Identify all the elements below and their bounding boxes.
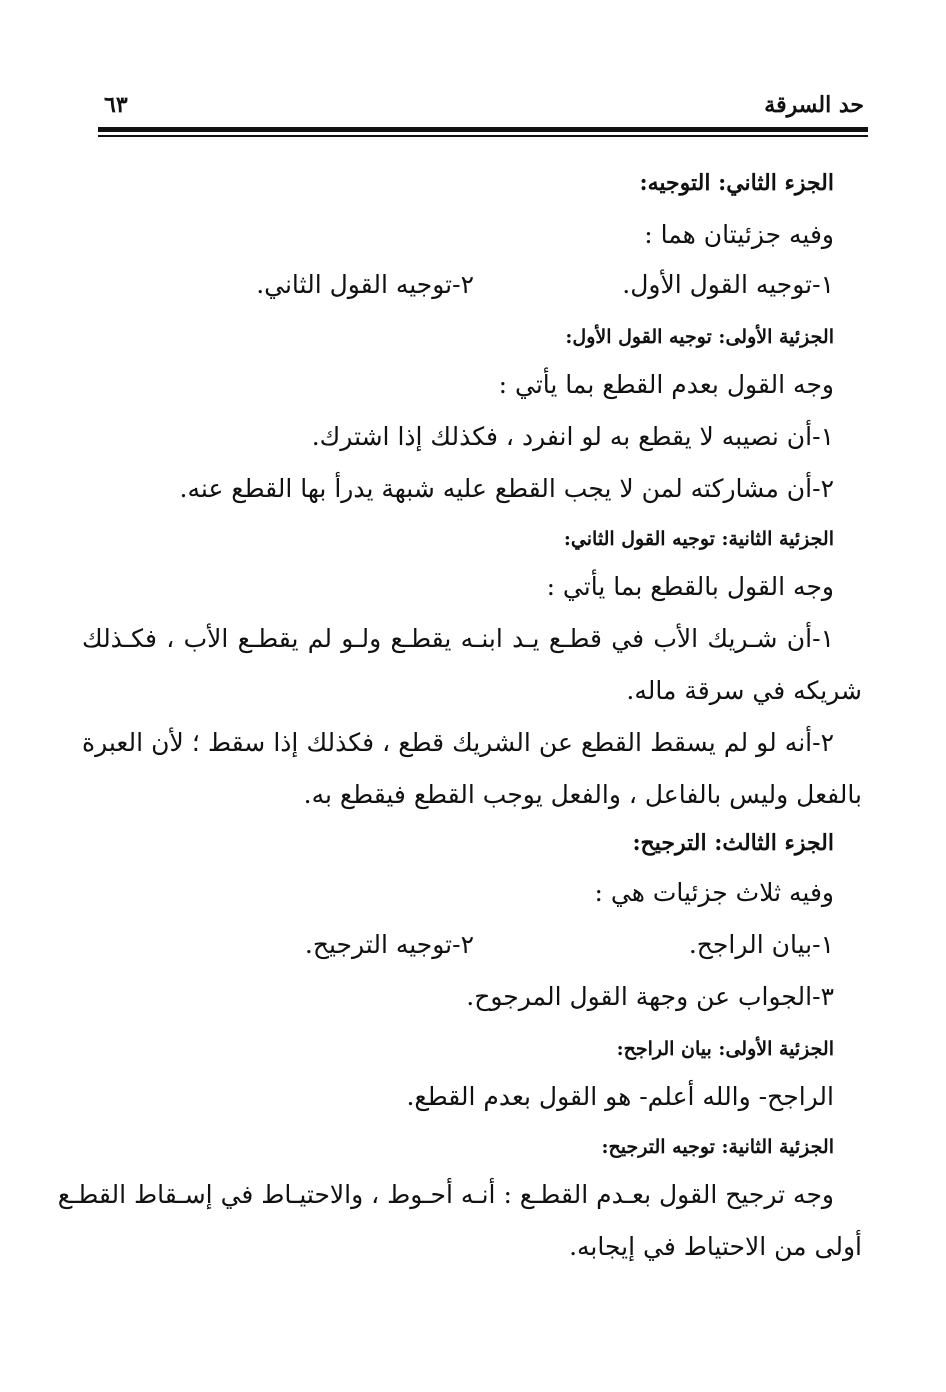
list-item: ٢-أنه لو لم يسقط القطع عن الشريك قطع ، فكذلك إذا سقط ؛ لأن العبرة xyxy=(82,728,834,757)
subheading-first-part: الجزئية الأولى: توجيه القول الأول: xyxy=(565,326,834,348)
section-heading-part-three: الجزء الثالث: الترجيح: xyxy=(632,830,834,856)
running-header xyxy=(104,92,864,128)
paragraph-line: وجه القول بالقطع بما يأتي : xyxy=(546,572,834,601)
paragraph-line: الراجح- والله أعلم- هو القول بعدم القطع. xyxy=(406,1082,834,1111)
paragraph-line: وفيه جزئيتان هما : xyxy=(644,220,834,249)
list-item: ١-أن شـريك الأب في قطـع يـد ابنـه يقطـع ولـو لم يقطـع الأب ، فكـذلك xyxy=(82,624,834,653)
header-rule-thin xyxy=(98,135,868,137)
paragraph-line: وجه ترجيح القول بعـدم القطـع : أنـه أحـوط ، والاحتيـاط في إسـقاط القطـع xyxy=(57,1180,834,1209)
paragraph-continuation: بالفعل وليس بالفاعل ، والفعل يوجب القطع فيقطع به. xyxy=(303,780,862,809)
list-item-preferred: ١-بيان الراجح. xyxy=(688,930,834,959)
list-item-first-view: ١-توجيه القول الأول. xyxy=(622,270,834,299)
list-item: ٢-أن مشاركته لمن لا يجب القطع عليه شبهة يدرأ بها القطع عنه. xyxy=(179,474,834,503)
subheading-second-part: الجزئية الثانية: توجيه القول الثاني: xyxy=(563,528,834,550)
header-rule-thick xyxy=(98,127,868,132)
section-heading-part-two: الجزء الثاني: التوجيه: xyxy=(639,170,834,196)
list-item: ١-أن نصيبه لا يقطع به لو انفرد ، فكذلك إذا اشترك. xyxy=(311,422,834,451)
subheading-justification: الجزئية الثانية: توجيه الترجيح: xyxy=(601,1136,834,1158)
paragraph-continuation: أولى من الاحتياط في إيجابه. xyxy=(569,1232,862,1261)
paragraph-line: وجه القول بعدم القطع بما يأتي : xyxy=(498,370,834,399)
page-number: ٦٣ xyxy=(104,92,128,118)
list-item-second-view: ٢-توجيه القول الثاني. xyxy=(256,270,474,299)
running-header-title: حد السرقة xyxy=(764,92,864,118)
list-item-justification: ٢-توجيه الترجيح. xyxy=(304,930,474,959)
paragraph-line: وفيه ثلاث جزئيات هي : xyxy=(594,878,834,907)
list-item: ٣-الجواب عن وجهة القول المرجوح. xyxy=(466,982,834,1011)
paragraph-continuation: شريكه في سرقة ماله. xyxy=(626,676,862,705)
subheading-preferred: الجزئية الأولى: بيان الراجح: xyxy=(616,1038,834,1060)
